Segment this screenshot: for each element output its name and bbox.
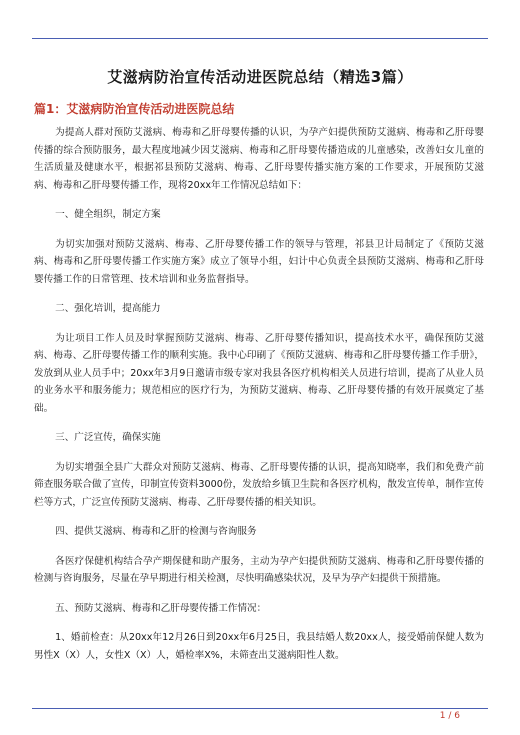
paragraph-testing: 各医疗保健机构结合孕产期保健和助产服务，主动为孕产妇提供预防艾滋病、梅毒和乙肝母婴传播的检测与咨询服务，尽量在孕早期进行相关检测，尽快明确感染状况，及早为孕产妇提供干预措施。	[34, 555, 484, 584]
bottom-rule	[32, 708, 488, 709]
intro-paragraph: 为提高人群对预防艾滋病、梅毒和乙肝母婴传播的认识，为孕产妇提供预防艾滋病、梅毒和乙肝母婴传播的综合预防服务，最大程度地减少因艾滋病、梅毒和乙肝母婴传播造成的儿童感染，改善妇女儿童的生活质量及健康水平，根据祁县预防艾滋病、梅毒、乙肝母婴传播实施方案的工作要求，开展预防艾滋病、梅毒和乙肝母婴传播工作，现将20xx年工作情况总结如下：	[34, 127, 484, 191]
paragraph-publicity: 为切实增强全县广大群众对预防艾滋病、梅毒、乙肝母婴传播的认识，提高知晓率，我们和免费产前筛查服务联合做了宣传，印制宣传资料3000份，发放给乡镇卫生院和各医疗机构，散发宣传单，制作宣传栏等方式，广泛宣传预防艾滋病、梅毒、乙肝母婴传播的相关知识。	[34, 461, 484, 508]
document-body	[34, 124, 484, 664]
subheading-3: 三、广泛宣传，确保实施	[55, 432, 161, 443]
subheading-4: 四、提供艾滋病、梅毒和乙肝的检测与咨询服务	[55, 526, 257, 537]
subheading-2: 二、强化培训，提高能力	[55, 303, 161, 314]
subheading-1: 一、健全组织，制定方案	[55, 209, 161, 220]
paragraph-organization: 为切实加强对预防艾滋病、梅毒、乙肝母婴传播工作的领导与管理，祁县卫计局制定了《预防艾滋病、梅毒和乙肝母婴传播工作实施方案》成立了领导小组，妇计中心负责全县预防艾滋病、梅毒和乙肝母婴传播工作的日常管理、技术培训和业务监督指导。	[34, 238, 484, 285]
top-rule	[32, 38, 488, 39]
page-indicator: 1 / 6	[439, 711, 460, 721]
document-title: 艾滋病防治宣传活动进医院总结（精选3篇）	[107, 68, 413, 86]
section-title: 篇1：艾滋病防治宣传活动进医院总结	[34, 102, 235, 116]
paragraph-premarital-check: 1、婚前检查：从20xx年12月26日到20xx年6月25日，我县结婚人数20xx人，接受婚前保健人数为男性X（X）人，女性X（X）人，婚检率X%，未筛查出艾滋病阳性人数。	[34, 632, 484, 661]
subheading-5: 五、预防艾滋病、梅毒和乙肝母婴传播工作情况：	[55, 602, 267, 614]
paragraph-training: 为让项目工作人员及时掌握预防艾滋病、梅毒、乙肝母婴传播知识，提高技术水平，确保预防艾滋病、梅毒、乙肝母婴传播工作的顺利实施。我中心印刷了《预防艾滋病、梅毒和乙肝母婴传播工作手册》，发放到从业人员手中；20xx年3月9日邀请市级专家对我县各医疗机构相关人员进行培训，提高了从业人员的业务水平和服务能力；规范相应的医疗行为，为预防艾滋病、梅毒、乙肝母婴传播的有效开展奠定了基础。	[34, 332, 484, 414]
